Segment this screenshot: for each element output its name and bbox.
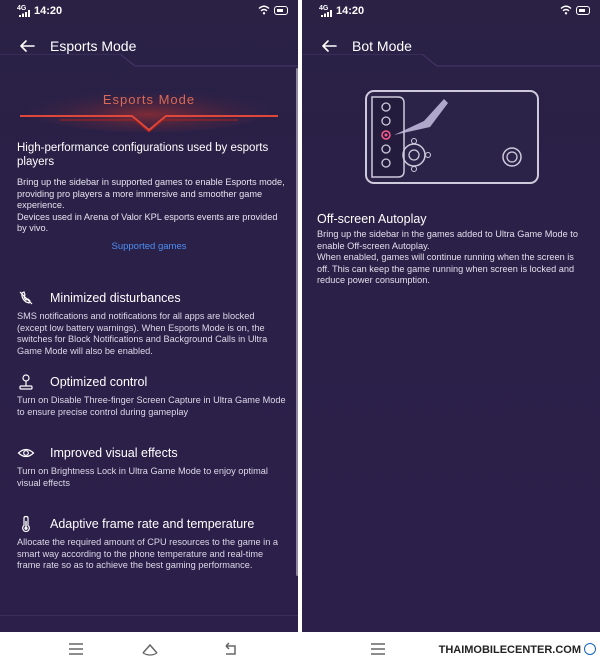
feature-text-control: Turn on Disable Three-finger Screen Capture in Ultra Game Mode to ensure precise control during gameplay (17, 395, 286, 417)
wifi-icon (560, 5, 572, 15)
header-edge (0, 54, 298, 68)
back-arrow-icon[interactable] (18, 37, 36, 55)
watermark-logo-icon (584, 643, 596, 655)
feature-title-disturbances: Minimized disturbances (50, 291, 181, 305)
watermark-text: THAIMOBILECENTER.COM (438, 644, 581, 656)
scrollbar[interactable] (296, 68, 298, 576)
eye-icon (17, 444, 35, 462)
no-disturb-icon (17, 289, 35, 307)
divider (0, 615, 298, 616)
clock: 14:20 (336, 5, 365, 17)
feature-text-visual: Turn on Brightness Lock in Ultra Game Mode to enjoy optimal visual effects (17, 466, 268, 488)
battery-icon (274, 6, 288, 15)
section-heading: Off-screen Autoplay (317, 212, 427, 226)
menu-icon[interactable] (369, 641, 387, 657)
supported-games-link[interactable]: Supported games (111, 241, 187, 252)
network-indicator: 4G (17, 5, 27, 12)
intro-heading: High-performance configurations used by esports players (17, 142, 269, 168)
thermometer-icon (17, 515, 35, 533)
battery-icon (576, 6, 590, 15)
feature-text-frame-rate: Allocate the required amount of CPU resources to the game in a smart way according to the phone temperature and real-time frame rate so as to achieve the best gaming performance. (17, 537, 278, 570)
menu-icon[interactable] (67, 641, 85, 657)
esports-mode-logo: Esports Mode (102, 92, 196, 107)
clock: 14:20 (34, 5, 63, 17)
page-title: Esports Mode (50, 38, 137, 54)
header-edge (302, 54, 600, 68)
bot-mode-screen (302, 0, 600, 632)
page-title: Bot Mode (352, 38, 412, 54)
signal-icon (321, 10, 333, 17)
network-indicator: 4G (319, 5, 329, 12)
feature-text-disturbances: SMS notifications and notifications for all apps are blocked (except low battery warnings). When Esports Mode is on, the switches for Block Notifications and Background Calls in Ultra Game Mode will also be enabled. (17, 311, 268, 356)
navigation-bar (0, 632, 600, 667)
back-icon[interactable] (221, 641, 239, 657)
section-text: Bring up the sidebar in the games added to Ultra Game Mode to enable Off-screen Autoplay. When enabled, games will continue running when the screen is off. This can keep the game running when screen is locked and reduce power consumption. (317, 229, 578, 285)
back-arrow-icon[interactable] (320, 37, 338, 55)
watermark (439, 644, 596, 656)
phone-illustration (364, 89, 540, 185)
status-bar (302, 0, 600, 24)
esports-mode-screen (0, 0, 298, 632)
feature-title-visual: Improved visual effects (50, 446, 178, 460)
intro-text: Bring up the sidebar in supported games to enable Esports mode, providing pro players a more immersive and smoother game experience. Devices used in Arena of Valor KPL esports events are provided by vivo. (17, 177, 285, 233)
esports-hero-graphic (0, 82, 298, 137)
joystick-icon (17, 373, 35, 391)
wifi-icon (258, 5, 270, 15)
home-icon[interactable] (141, 641, 159, 657)
signal-icon (19, 10, 31, 17)
feature-title-control: Optimized control (50, 375, 148, 389)
feature-title-frame-rate: Adaptive frame rate and temperature (50, 517, 255, 531)
status-bar (0, 0, 298, 24)
